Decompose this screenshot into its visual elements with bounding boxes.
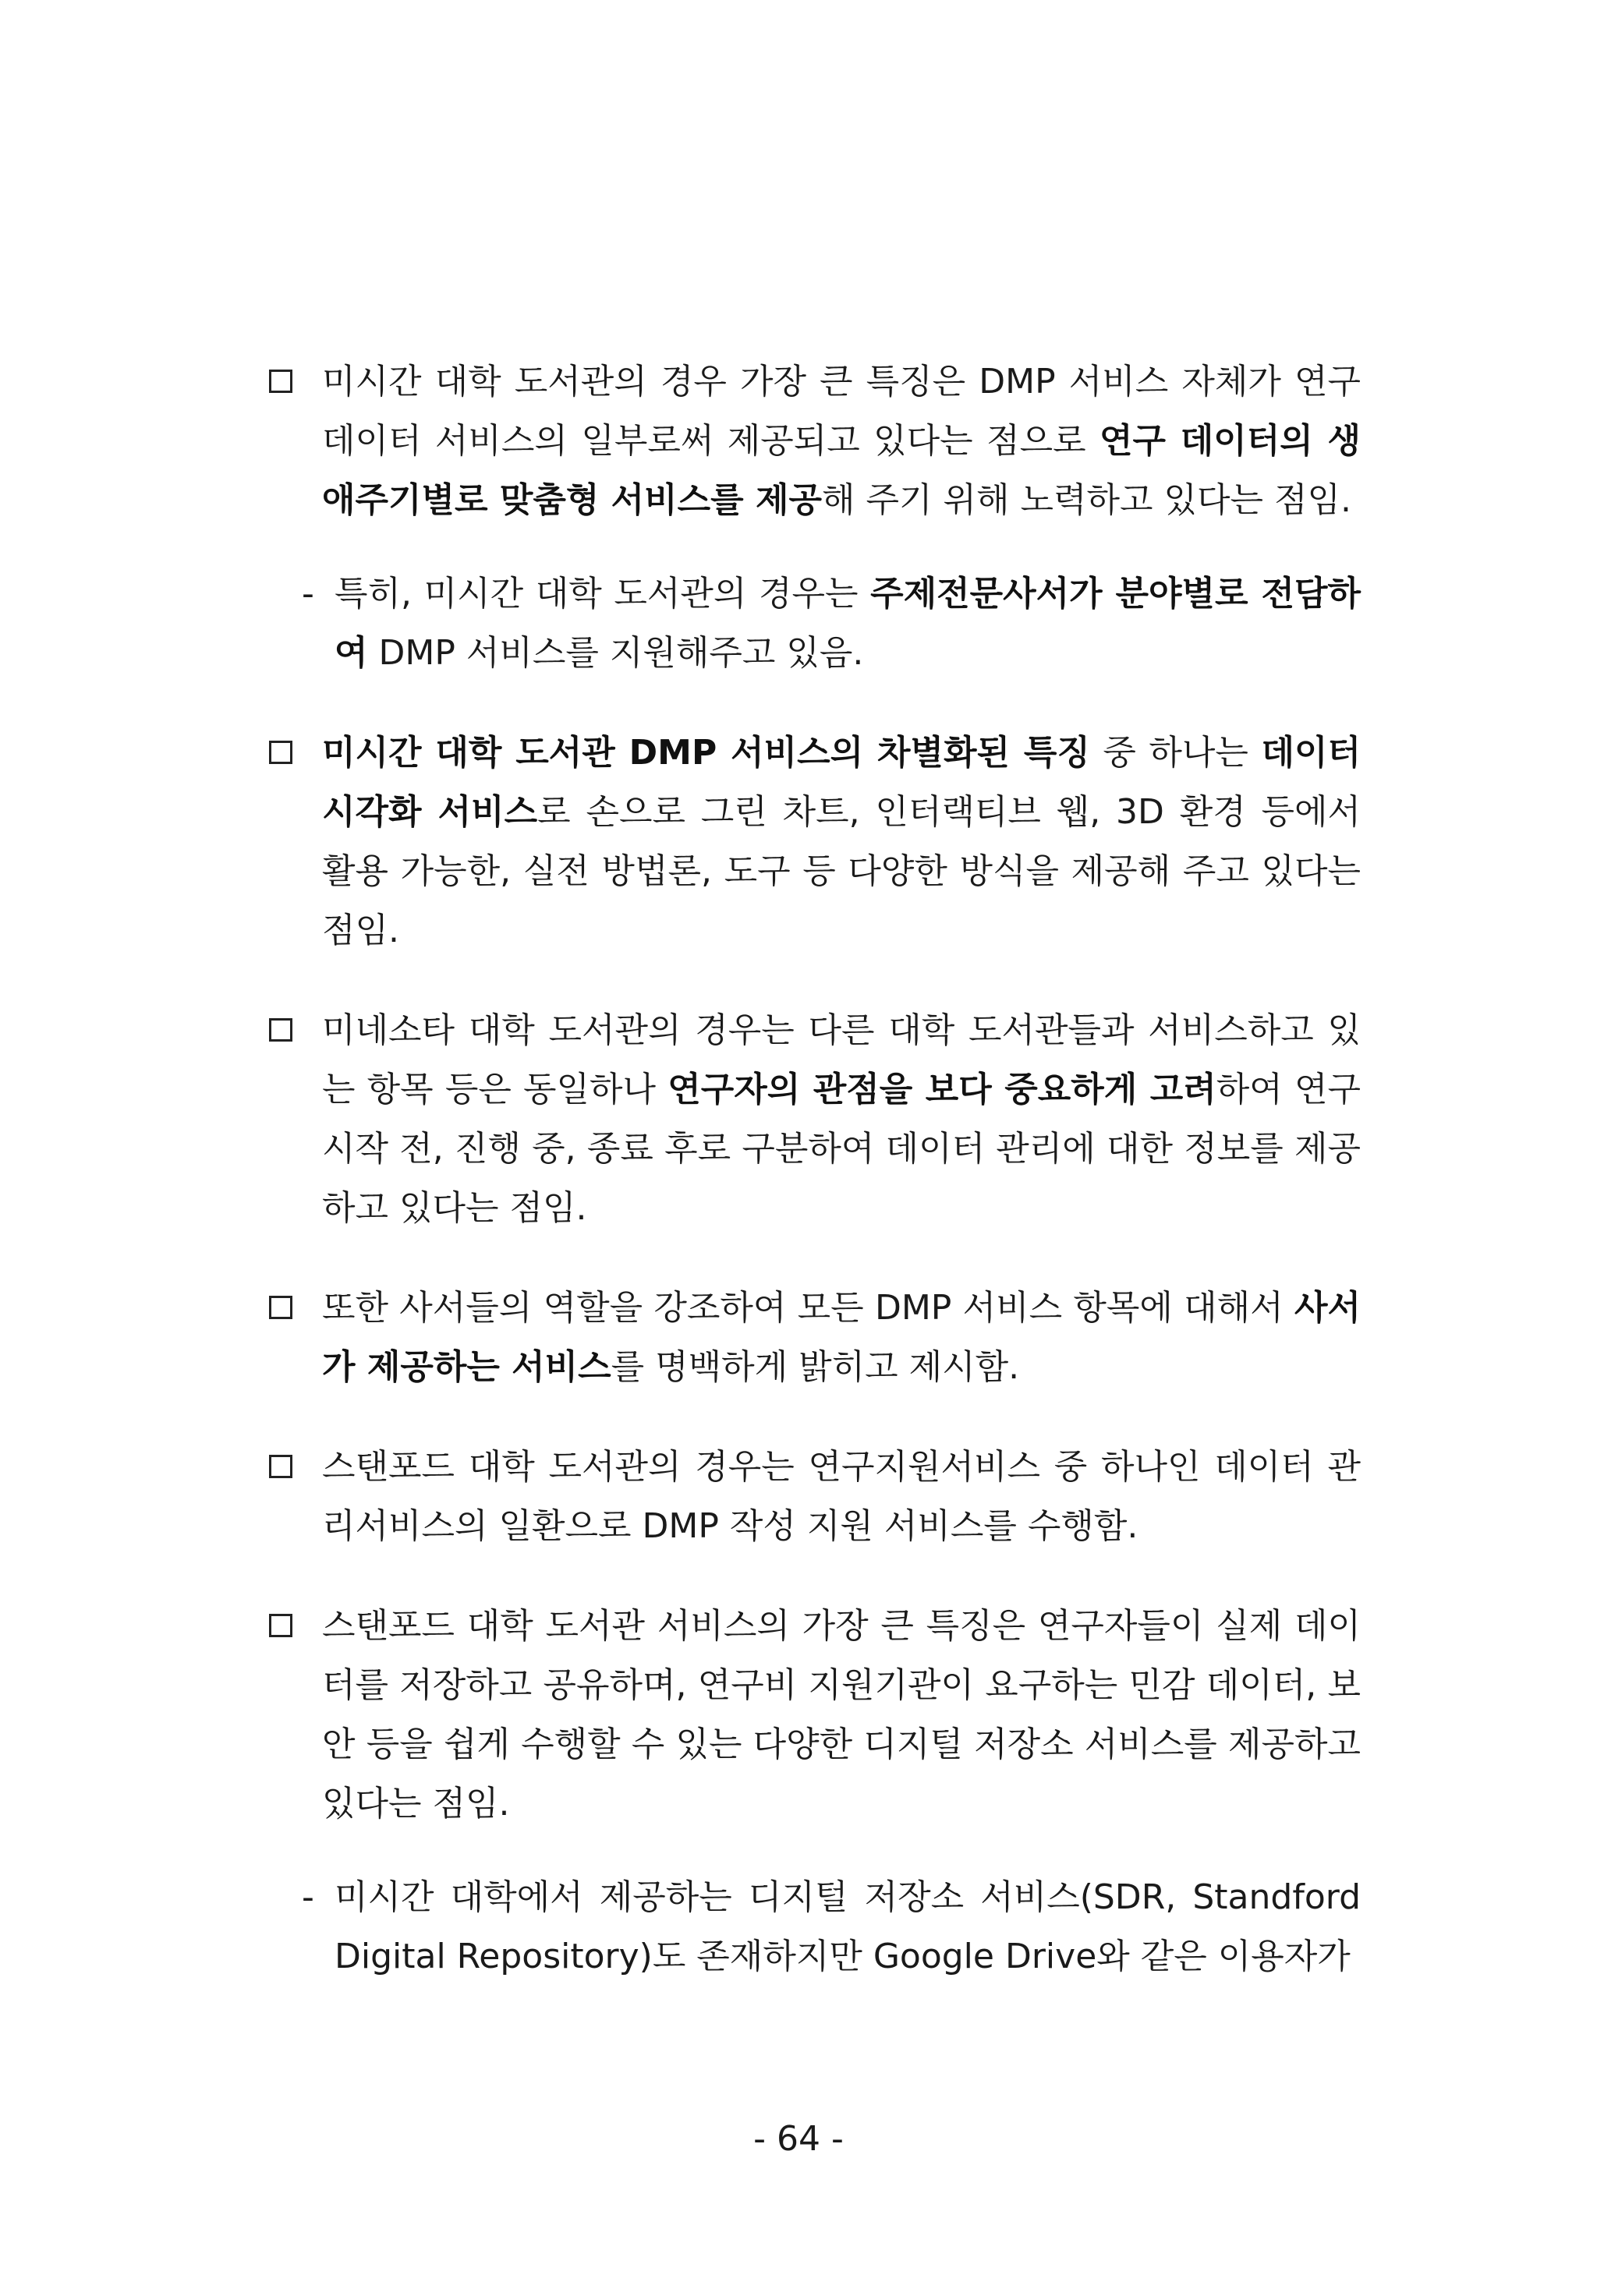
body-text: 미시간 대학에서 제공하는 디지털 저장소 서비스(SDR, Standford Digital Repository)도 존재하지만 Google Drive와 같은 이용자가	[335, 1877, 1361, 1976]
emphasis-text: 연구자의 관점을 보다 중요하게 고려	[667, 1070, 1216, 1109]
body-text: 미네소타 대학 도서관의 경우는 다른 대학 도서관들과 서비스하고 있는 항목 등은 동일하나	[322, 1010, 1361, 1109]
document-body	[269, 352, 1361, 1986]
body-text: 스탠포드 대학 도서관의 경우는 연구지원서비스 중 하나인 데이터 관리서비스의 일환으로 DMP 작성 지원 서비스를 수행함.	[322, 1447, 1361, 1546]
body-text: 중 하나는	[1089, 733, 1262, 773]
body-text: 해 주기 위해 노력하고 있다는 점임.	[822, 480, 1351, 520]
body-text: 또한 사서들의 역할을 강조하여 모든 DMP 서비스 항목에 대해서	[322, 1288, 1294, 1328]
dash-marker: -	[302, 574, 314, 614]
body-text: 특히, 미시간 대학 도서관의 경우는	[335, 574, 871, 614]
body-text: 로 손으로 그린 차트, 인터랙티브 웹, 3D 환경 등에서 활용 가능한, 실전 방법론, 도구 등 다양한 방식을 제공해 주고 있다는 점임.	[322, 792, 1362, 950]
sub-paragraph	[269, 1868, 1361, 1986]
bullet-paragraph	[269, 1279, 1361, 1397]
emphasis-text: 미시간 대학 도서관 DMP 서비스의 차별화된 특징	[322, 733, 1090, 773]
body-text: 하여 연구 시작 전, 진행 중, 종료 후로 구분하여 데이터 관리에 대한 정보를 제공하고 있다는 점임.	[322, 1070, 1361, 1228]
dash-marker: -	[302, 1877, 314, 1917]
bullet-paragraph	[269, 1001, 1361, 1238]
body-text: 스탠포드 대학 도서관 서비스의 가장 큰 특징은 연구자들이 실제 데이터를 저장하고 공유하며, 연구비 지원기관이 요구하는 민감 데이터, 보안 등을 쉽게 수행할 수 있는 다양한 디지털 저장소 서비스를 제공하고 있다는 점임.	[322, 1606, 1361, 1824]
body-text: DMP 서비스를 지원해주고 있음.	[367, 633, 864, 673]
bullet-paragraph	[269, 1597, 1361, 1834]
bullet-paragraph	[269, 723, 1361, 960]
emphasis-text: 연구 데이터의 생애주기별로 맞춤형 서비스를 제공	[322, 421, 1361, 520]
bullet-paragraph	[269, 1438, 1361, 1556]
page-number: - 64 -	[753, 2119, 844, 2159]
bullet-paragraph	[269, 352, 1361, 530]
body-text: 미시간 대학 도서관의 경우 가장 큰 특징은 DMP 서비스 자체가 연구 데이터 서비스의 일부로써 제공되고 있다는 점으로	[322, 362, 1361, 461]
emphasis-text: 주제전문사서가 분야별로 전담하여	[335, 574, 1361, 673]
sub-paragraph	[269, 564, 1361, 683]
body-text: 를 명백하게 밝히고 제시함.	[611, 1347, 1020, 1387]
emphasis-text: 데이터 시각화 서비스	[322, 733, 1361, 832]
emphasis-text: 사서가 제공하는 서비스	[322, 1288, 1361, 1387]
